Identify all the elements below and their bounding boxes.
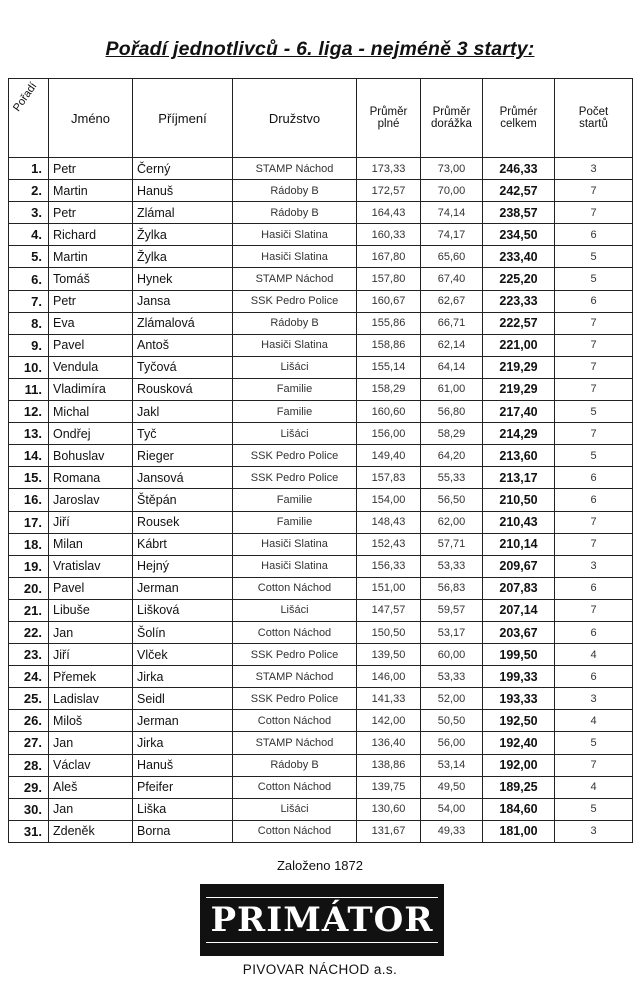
team-cell: Lišáci bbox=[233, 599, 357, 621]
avg-full-cell: 158,86 bbox=[357, 334, 421, 356]
avg-full-cell: 142,00 bbox=[357, 710, 421, 732]
avg-full-cell: 147,57 bbox=[357, 599, 421, 621]
first-name-cell: Petr bbox=[49, 290, 133, 312]
surname-cell: Rousková bbox=[133, 378, 233, 400]
avg-clear-cell: 50,50 bbox=[421, 710, 483, 732]
surname-cell: Štěpán bbox=[133, 489, 233, 511]
rank-cell: 26. bbox=[9, 710, 49, 732]
first-name-cell: Miloš bbox=[49, 710, 133, 732]
team-cell: Familie bbox=[233, 378, 357, 400]
surname-cell: Rieger bbox=[133, 445, 233, 467]
avg-full-cell: 155,14 bbox=[357, 356, 421, 378]
rank-cell: 28. bbox=[9, 754, 49, 776]
table-row bbox=[9, 577, 633, 599]
avg-full-cell: 164,43 bbox=[357, 202, 421, 224]
first-name-cell: Jan bbox=[49, 621, 133, 643]
first-name-cell: Aleš bbox=[49, 776, 133, 798]
table-row bbox=[9, 798, 633, 820]
table-row bbox=[9, 666, 633, 688]
avg-clear-cell: 61,00 bbox=[421, 378, 483, 400]
table-row bbox=[9, 224, 633, 246]
team-cell: SSK Pedro Police bbox=[233, 445, 357, 467]
team-cell: Rádoby B bbox=[233, 202, 357, 224]
rank-cell: 20. bbox=[9, 577, 49, 599]
rank-cell: 14. bbox=[9, 445, 49, 467]
header-rank: Pořadí bbox=[9, 79, 49, 158]
surname-cell: Žylka bbox=[133, 224, 233, 246]
team-cell: Hasiči Slatina bbox=[233, 224, 357, 246]
avg-full-cell: 148,43 bbox=[357, 511, 421, 533]
avg-total-cell: 210,50 bbox=[483, 489, 555, 511]
table-row bbox=[9, 776, 633, 798]
surname-cell: Jerman bbox=[133, 710, 233, 732]
table-row bbox=[9, 555, 633, 577]
first-name-cell: Libuše bbox=[49, 599, 133, 621]
starts-cell: 7 bbox=[555, 599, 633, 621]
rank-cell: 11. bbox=[9, 378, 49, 400]
page-title: Pořadí jednotlivců - 6. liga - nejméně 3 starty: bbox=[105, 38, 535, 60]
starts-cell: 6 bbox=[555, 489, 633, 511]
rank-cell: 21. bbox=[9, 599, 49, 621]
starts-cell: 6 bbox=[555, 621, 633, 643]
avg-clear-cell: 57,71 bbox=[421, 533, 483, 555]
table-row bbox=[9, 820, 633, 842]
table-row bbox=[9, 710, 633, 732]
starts-cell: 4 bbox=[555, 644, 633, 666]
starts-cell: 4 bbox=[555, 710, 633, 732]
avg-total-cell: 189,25 bbox=[483, 776, 555, 798]
avg-clear-cell: 56,80 bbox=[421, 401, 483, 423]
team-cell: SSK Pedro Police bbox=[233, 290, 357, 312]
first-name-cell: Tomáš bbox=[49, 268, 133, 290]
avg-clear-cell: 54,00 bbox=[421, 798, 483, 820]
avg-full-cell: 157,80 bbox=[357, 268, 421, 290]
first-name-cell: Pavel bbox=[49, 334, 133, 356]
rank-cell: 6. bbox=[9, 268, 49, 290]
surname-cell: Lišková bbox=[133, 599, 233, 621]
surname-cell: Vlček bbox=[133, 644, 233, 666]
rank-cell: 24. bbox=[9, 666, 49, 688]
rank-cell: 13. bbox=[9, 423, 49, 445]
team-cell: STAMP Náchod bbox=[233, 158, 357, 180]
table-body bbox=[9, 158, 633, 843]
team-cell: SSK Pedro Police bbox=[233, 644, 357, 666]
rank-cell: 9. bbox=[9, 334, 49, 356]
rank-cell: 17. bbox=[9, 511, 49, 533]
starts-cell: 3 bbox=[555, 688, 633, 710]
first-name-cell: Richard bbox=[49, 224, 133, 246]
rank-cell: 22. bbox=[9, 621, 49, 643]
avg-total-cell: 192,50 bbox=[483, 710, 555, 732]
primator-logo bbox=[200, 884, 444, 956]
starts-cell: 5 bbox=[555, 246, 633, 268]
starts-cell: 5 bbox=[555, 401, 633, 423]
avg-clear-cell: 53,33 bbox=[421, 555, 483, 577]
rank-cell: 5. bbox=[9, 246, 49, 268]
rank-cell: 23. bbox=[9, 644, 49, 666]
header-avg-total: Průmér celkem bbox=[483, 79, 555, 158]
avg-full-cell: 167,80 bbox=[357, 246, 421, 268]
surname-cell: Liška bbox=[133, 798, 233, 820]
table-row bbox=[9, 378, 633, 400]
first-name-cell: Bohuslav bbox=[49, 445, 133, 467]
avg-clear-cell: 59,57 bbox=[421, 599, 483, 621]
starts-cell: 6 bbox=[555, 224, 633, 246]
table-row bbox=[9, 290, 633, 312]
team-cell: Hasiči Slatina bbox=[233, 555, 357, 577]
starts-cell: 5 bbox=[555, 732, 633, 754]
rank-cell: 19. bbox=[9, 555, 49, 577]
avg-clear-cell: 52,00 bbox=[421, 688, 483, 710]
starts-cell: 7 bbox=[555, 312, 633, 334]
table-row bbox=[9, 158, 633, 180]
team-cell: Cotton Náchod bbox=[233, 710, 357, 732]
starts-cell: 7 bbox=[555, 533, 633, 555]
table-row bbox=[9, 644, 633, 666]
avg-total-cell: 214,29 bbox=[483, 423, 555, 445]
avg-total-cell: 181,00 bbox=[483, 820, 555, 842]
avg-total-cell: 246,33 bbox=[483, 158, 555, 180]
surname-cell: Tyčová bbox=[133, 356, 233, 378]
starts-cell: 7 bbox=[555, 423, 633, 445]
first-name-cell: Pavel bbox=[49, 577, 133, 599]
rank-cell: 31. bbox=[9, 820, 49, 842]
team-cell: Lišáci bbox=[233, 798, 357, 820]
avg-full-cell: 151,00 bbox=[357, 577, 421, 599]
avg-total-cell: 222,57 bbox=[483, 312, 555, 334]
table-row bbox=[9, 445, 633, 467]
avg-clear-cell: 53,14 bbox=[421, 754, 483, 776]
avg-total-cell: 193,33 bbox=[483, 688, 555, 710]
starts-cell: 6 bbox=[555, 666, 633, 688]
avg-clear-cell: 62,67 bbox=[421, 290, 483, 312]
avg-clear-cell: 64,14 bbox=[421, 356, 483, 378]
header-name: Jméno bbox=[49, 79, 133, 158]
avg-clear-cell: 49,50 bbox=[421, 776, 483, 798]
starts-cell: 3 bbox=[555, 158, 633, 180]
team-cell: Lišáci bbox=[233, 356, 357, 378]
avg-clear-cell: 65,60 bbox=[421, 246, 483, 268]
avg-total-cell: 234,50 bbox=[483, 224, 555, 246]
avg-total-cell: 225,20 bbox=[483, 268, 555, 290]
first-name-cell: Eva bbox=[49, 312, 133, 334]
starts-cell: 5 bbox=[555, 445, 633, 467]
avg-clear-cell: 56,50 bbox=[421, 489, 483, 511]
avg-total-cell: 221,00 bbox=[483, 334, 555, 356]
first-name-cell: Romana bbox=[49, 467, 133, 489]
avg-total-cell: 210,43 bbox=[483, 511, 555, 533]
starts-cell: 6 bbox=[555, 290, 633, 312]
table-row bbox=[9, 423, 633, 445]
surname-cell: Tyč bbox=[133, 423, 233, 445]
rank-cell: 29. bbox=[9, 776, 49, 798]
header-surname: Příjmení bbox=[133, 79, 233, 158]
surname-cell: Šolín bbox=[133, 621, 233, 643]
avg-full-cell: 173,33 bbox=[357, 158, 421, 180]
team-cell: STAMP Náchod bbox=[233, 732, 357, 754]
first-name-cell: Jaroslav bbox=[49, 489, 133, 511]
rank-cell: 12. bbox=[9, 401, 49, 423]
avg-full-cell: 149,40 bbox=[357, 445, 421, 467]
avg-total-cell: 213,60 bbox=[483, 445, 555, 467]
team-cell: STAMP Náchod bbox=[233, 268, 357, 290]
team-cell: Hasiči Slatina bbox=[233, 533, 357, 555]
starts-cell: 7 bbox=[555, 754, 633, 776]
avg-clear-cell: 70,00 bbox=[421, 180, 483, 202]
rank-cell: 1. bbox=[9, 158, 49, 180]
surname-cell: Jansová bbox=[133, 467, 233, 489]
team-cell: Hasiči Slatina bbox=[233, 334, 357, 356]
surname-cell: Pfeifer bbox=[133, 776, 233, 798]
first-name-cell: Vendula bbox=[49, 356, 133, 378]
avg-total-cell: 217,40 bbox=[483, 401, 555, 423]
table-row bbox=[9, 732, 633, 754]
first-name-cell: Václav bbox=[49, 754, 133, 776]
first-name-cell: Martin bbox=[49, 180, 133, 202]
avg-clear-cell: 53,17 bbox=[421, 621, 483, 643]
avg-full-cell: 158,29 bbox=[357, 378, 421, 400]
first-name-cell: Jan bbox=[49, 732, 133, 754]
avg-total-cell: 219,29 bbox=[483, 378, 555, 400]
avg-clear-cell: 64,20 bbox=[421, 445, 483, 467]
surname-cell: Černý bbox=[133, 158, 233, 180]
avg-total-cell: 192,40 bbox=[483, 732, 555, 754]
avg-full-cell: 141,33 bbox=[357, 688, 421, 710]
surname-cell: Jakl bbox=[133, 401, 233, 423]
avg-full-cell: 156,33 bbox=[357, 555, 421, 577]
surname-cell: Antoš bbox=[133, 334, 233, 356]
avg-full-cell: 139,50 bbox=[357, 644, 421, 666]
rank-cell: 18. bbox=[9, 533, 49, 555]
first-name-cell: Petr bbox=[49, 158, 133, 180]
brewery-name: PIVOVAR NÁCHOD a.s. bbox=[242, 962, 398, 977]
avg-total-cell: 207,83 bbox=[483, 577, 555, 599]
avg-total-cell: 242,57 bbox=[483, 180, 555, 202]
avg-total-cell: 210,14 bbox=[483, 533, 555, 555]
avg-total-cell: 192,00 bbox=[483, 754, 555, 776]
table-row bbox=[9, 202, 633, 224]
team-cell: Cotton Náchod bbox=[233, 621, 357, 643]
avg-clear-cell: 62,00 bbox=[421, 511, 483, 533]
first-name-cell: Ondřej bbox=[49, 423, 133, 445]
surname-cell: Borna bbox=[133, 820, 233, 842]
avg-full-cell: 156,00 bbox=[357, 423, 421, 445]
logo-text: PRIMÁTOR bbox=[206, 897, 437, 943]
rank-cell: 10. bbox=[9, 356, 49, 378]
avg-clear-cell: 56,00 bbox=[421, 732, 483, 754]
team-cell: Hasiči Slatina bbox=[233, 246, 357, 268]
ranking-table bbox=[8, 78, 633, 843]
team-cell: Cotton Náchod bbox=[233, 577, 357, 599]
rank-cell: 7. bbox=[9, 290, 49, 312]
table-row bbox=[9, 312, 633, 334]
avg-total-cell: 219,29 bbox=[483, 356, 555, 378]
surname-cell: Žylka bbox=[133, 246, 233, 268]
header-starts: Počet startů bbox=[555, 79, 633, 158]
rank-cell: 8. bbox=[9, 312, 49, 334]
rank-cell: 3. bbox=[9, 202, 49, 224]
founded-text: Založeno 1872 bbox=[276, 858, 363, 873]
avg-full-cell: 154,00 bbox=[357, 489, 421, 511]
avg-clear-cell: 66,71 bbox=[421, 312, 483, 334]
avg-total-cell: 233,40 bbox=[483, 246, 555, 268]
table-row bbox=[9, 246, 633, 268]
avg-total-cell: 209,67 bbox=[483, 555, 555, 577]
team-cell: Lišáci bbox=[233, 423, 357, 445]
avg-full-cell: 160,67 bbox=[357, 290, 421, 312]
surname-cell: Hejný bbox=[133, 555, 233, 577]
table-row bbox=[9, 754, 633, 776]
avg-clear-cell: 73,00 bbox=[421, 158, 483, 180]
table-row bbox=[9, 599, 633, 621]
team-cell: Familie bbox=[233, 489, 357, 511]
first-name-cell: Zdeněk bbox=[49, 820, 133, 842]
header-team: Družstvo bbox=[233, 79, 357, 158]
rank-cell: 15. bbox=[9, 467, 49, 489]
team-cell: Cotton Náchod bbox=[233, 776, 357, 798]
starts-cell: 7 bbox=[555, 202, 633, 224]
team-cell: Familie bbox=[233, 511, 357, 533]
avg-clear-cell: 58,29 bbox=[421, 423, 483, 445]
surname-cell: Kábrt bbox=[133, 533, 233, 555]
first-name-cell: Petr bbox=[49, 202, 133, 224]
avg-clear-cell: 56,83 bbox=[421, 577, 483, 599]
first-name-cell: Ladislav bbox=[49, 688, 133, 710]
starts-cell: 6 bbox=[555, 467, 633, 489]
starts-cell: 7 bbox=[555, 378, 633, 400]
avg-full-cell: 155,86 bbox=[357, 312, 421, 334]
rank-cell: 27. bbox=[9, 732, 49, 754]
avg-clear-cell: 49,33 bbox=[421, 820, 483, 842]
avg-full-cell: 131,67 bbox=[357, 820, 421, 842]
starts-cell: 5 bbox=[555, 268, 633, 290]
team-cell: SSK Pedro Police bbox=[233, 467, 357, 489]
avg-full-cell: 152,43 bbox=[357, 533, 421, 555]
starts-cell: 7 bbox=[555, 356, 633, 378]
surname-cell: Hynek bbox=[133, 268, 233, 290]
avg-full-cell: 136,40 bbox=[357, 732, 421, 754]
surname-cell: Hanuš bbox=[133, 180, 233, 202]
team-cell: SSK Pedro Police bbox=[233, 688, 357, 710]
surname-cell: Jirka bbox=[133, 732, 233, 754]
avg-total-cell: 238,57 bbox=[483, 202, 555, 224]
avg-clear-cell: 60,00 bbox=[421, 644, 483, 666]
starts-cell: 7 bbox=[555, 180, 633, 202]
avg-full-cell: 138,86 bbox=[357, 754, 421, 776]
avg-clear-cell: 74,14 bbox=[421, 202, 483, 224]
rank-cell: 4. bbox=[9, 224, 49, 246]
avg-total-cell: 184,60 bbox=[483, 798, 555, 820]
team-cell: Rádoby B bbox=[233, 312, 357, 334]
avg-full-cell: 160,60 bbox=[357, 401, 421, 423]
avg-total-cell: 223,33 bbox=[483, 290, 555, 312]
avg-total-cell: 203,67 bbox=[483, 621, 555, 643]
rank-cell: 30. bbox=[9, 798, 49, 820]
team-cell: Familie bbox=[233, 401, 357, 423]
first-name-cell: Vladimíra bbox=[49, 378, 133, 400]
first-name-cell: Vratislav bbox=[49, 555, 133, 577]
avg-clear-cell: 74,17 bbox=[421, 224, 483, 246]
avg-total-cell: 199,33 bbox=[483, 666, 555, 688]
starts-cell: 3 bbox=[555, 820, 633, 842]
starts-cell: 7 bbox=[555, 511, 633, 533]
surname-cell: Rousek bbox=[133, 511, 233, 533]
avg-full-cell: 172,57 bbox=[357, 180, 421, 202]
rank-cell: 2. bbox=[9, 180, 49, 202]
starts-cell: 6 bbox=[555, 577, 633, 599]
team-cell: Cotton Náchod bbox=[233, 820, 357, 842]
table-row bbox=[9, 621, 633, 643]
avg-total-cell: 207,14 bbox=[483, 599, 555, 621]
starts-cell: 4 bbox=[555, 776, 633, 798]
starts-cell: 3 bbox=[555, 555, 633, 577]
first-name-cell: Michal bbox=[49, 401, 133, 423]
avg-clear-cell: 67,40 bbox=[421, 268, 483, 290]
avg-full-cell: 160,33 bbox=[357, 224, 421, 246]
surname-cell: Hanuš bbox=[133, 754, 233, 776]
surname-cell: Jerman bbox=[133, 577, 233, 599]
team-cell: Rádoby B bbox=[233, 180, 357, 202]
rank-cell: 25. bbox=[9, 688, 49, 710]
avg-clear-cell: 55,33 bbox=[421, 467, 483, 489]
rank-cell: 16. bbox=[9, 489, 49, 511]
table-row bbox=[9, 688, 633, 710]
header-avg-full: Průměr plné bbox=[357, 79, 421, 158]
table-row bbox=[9, 467, 633, 489]
table-row bbox=[9, 180, 633, 202]
first-name-cell: Jiří bbox=[49, 511, 133, 533]
starts-cell: 5 bbox=[555, 798, 633, 820]
avg-full-cell: 157,83 bbox=[357, 467, 421, 489]
surname-cell: Jirka bbox=[133, 666, 233, 688]
table-row bbox=[9, 334, 633, 356]
surname-cell: Zlámal bbox=[133, 202, 233, 224]
first-name-cell: Martin bbox=[49, 246, 133, 268]
table-row bbox=[9, 533, 633, 555]
first-name-cell: Jiří bbox=[49, 644, 133, 666]
table-row bbox=[9, 489, 633, 511]
surname-cell: Seidl bbox=[133, 688, 233, 710]
header-row bbox=[9, 79, 633, 158]
avg-total-cell: 199,50 bbox=[483, 644, 555, 666]
table-row bbox=[9, 511, 633, 533]
avg-full-cell: 150,50 bbox=[357, 621, 421, 643]
table-row bbox=[9, 356, 633, 378]
surname-cell: Jansa bbox=[133, 290, 233, 312]
surname-cell: Zlámalová bbox=[133, 312, 233, 334]
avg-clear-cell: 62,14 bbox=[421, 334, 483, 356]
first-name-cell: Jan bbox=[49, 798, 133, 820]
team-cell: Rádoby B bbox=[233, 754, 357, 776]
header-avg-clear: Průměr dorážka bbox=[421, 79, 483, 158]
avg-total-cell: 213,17 bbox=[483, 467, 555, 489]
avg-full-cell: 146,00 bbox=[357, 666, 421, 688]
avg-full-cell: 130,60 bbox=[357, 798, 421, 820]
first-name-cell: Milan bbox=[49, 533, 133, 555]
first-name-cell: Přemek bbox=[49, 666, 133, 688]
avg-clear-cell: 53,33 bbox=[421, 666, 483, 688]
table-row bbox=[9, 401, 633, 423]
table-row bbox=[9, 268, 633, 290]
avg-full-cell: 139,75 bbox=[357, 776, 421, 798]
team-cell: STAMP Náchod bbox=[233, 666, 357, 688]
starts-cell: 7 bbox=[555, 334, 633, 356]
